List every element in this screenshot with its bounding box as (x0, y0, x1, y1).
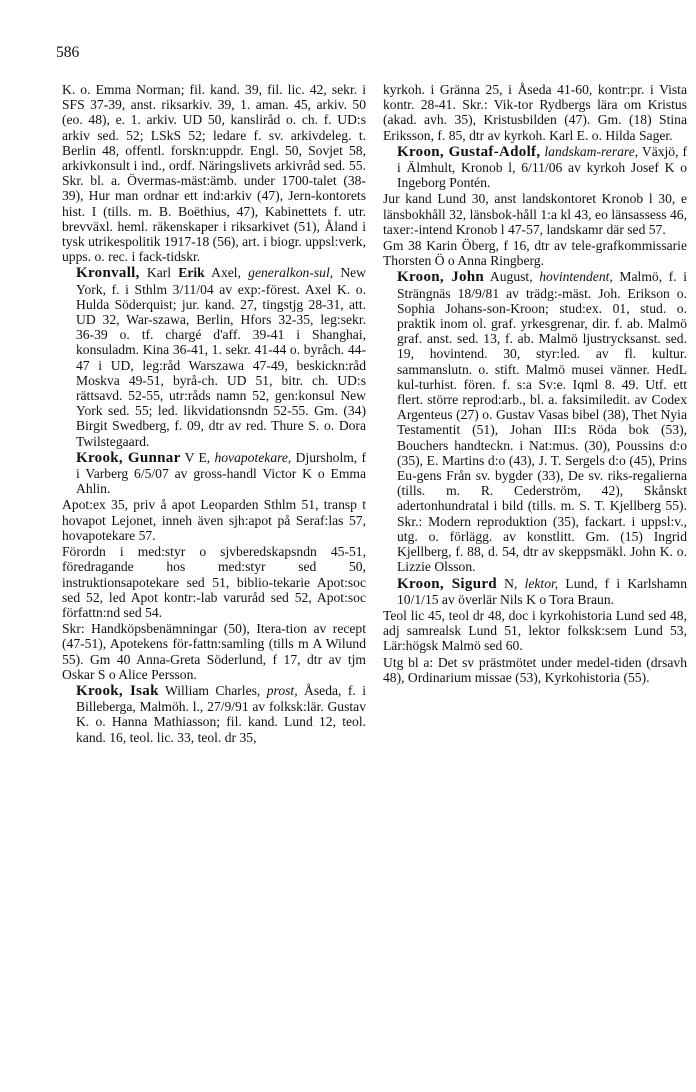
entry-given-name: N, (504, 575, 518, 591)
text-block (62, 497, 366, 543)
paragraph-text: Utg bl a: Det sv prästmötet under medel-tiden (drsavh 48), Ordinarium missae (53), Kyrkohistoria (55). (383, 654, 687, 685)
entry-title: hovintendent, (539, 269, 613, 285)
entry-given-name: William Charles, (164, 682, 261, 698)
paragraph-text: Skr: Handköpsbenämningar (50), Itera-tion av recept (47-51), Apotekens för-fattn:samling (tills m A Wilund 55). Gm 40 Anna-Greta Söderlund, f 17, dtr av tjm Oskar S o Alice Persson. (62, 621, 366, 682)
biography-entry (383, 269, 687, 574)
entry-text: Lund, f i Karlshamn 10/1/15 av överlär Nils K o Tora Braun. (397, 575, 688, 607)
entry-surname: Krook, Gunnar (76, 449, 181, 466)
text-block (62, 544, 366, 620)
text-block (383, 238, 687, 268)
entry-title: lektor, (524, 575, 559, 591)
entry-text: Växjö, f i Älmhult, Kronob l, 6/11/06 av kyrkoh Josef K o Ingeborg Pontén. (397, 143, 687, 191)
biography-entry (383, 576, 687, 607)
entry-given-name: V E, (184, 449, 211, 465)
entry-given-name-rest: Axel, (211, 265, 241, 281)
entry-title: hovapotekare, (214, 449, 292, 465)
biography-entry (62, 450, 366, 497)
entry-text: Malmö, f. i Strängnäs 18/9/81 av trädg:-mäst. Joh. Erikson o. Sophia Johans-son-Kroon; stud:ex. 01, stud. o. praktik inom ol. graf. yrkesgrenar, dir. f. ab. Malmö graf. anst. sed. 13, f. ab. Malmö ljustrycksanst. sed. 19, hovintend. 30, styr:led. av fl. kultur. sammanslutn. o. stift. Malmö musei vänner. HedL kul-turhist. fören. f. s:a Sv:e. Iqml 8. 49. Utf. ett flert. större reprod:arb., bl. a. faksimiledit. av Codex Argenteus (27) o. Gustav Vasas bibel (38), Thet Nyia Testamentit (51), Johan III:s Röda bok (53), Bouchers handteckn. i Nat:mus. (30), Poussins d:o (35), E. Martins d:o (43), J. T. Sergels d:o (45), Prins Eu-gens Från sv. bygder (33), De sv. riks-regalierna (tills. m. R. Cederström, 42), Skånskt adertonhundratal i bild (tills. m. S. T. Kjellberg 55). Skr.: Modern reproduktion (35), fackart. i uppsl:v., utg. o. förlägg. av konstlitt. Gm. (15) Ingrid Kjellberg, f. 88, d. 54, dtr av skeppsmäkl. John K. o. Lizzie Olsson. (397, 269, 687, 575)
paragraph-text: Jur kand Lund 30, anst landskontoret Kronob l 30, e länsbokhåll 32, länsbok-håll 1:a kl 43, eo länsassess 46, taxer:-intend Kronob l 47-57, landskamr där sed 57. (383, 191, 687, 237)
paragraph-text: Apot:ex 35, priv å apot Leoparden Sthlm 51, transp t hovapot Lejonet, inneh även sjh:apot på Seraf:las 57, hovapotekare 57. (62, 497, 366, 543)
biography-entry (383, 144, 687, 191)
entry-title: landskam-rerare, (544, 143, 639, 159)
entry-surname: Krook, Isak (76, 682, 159, 699)
entry-surname: Kroon, John (397, 269, 485, 286)
text-block (383, 608, 687, 654)
entry-text: Åseda, f. i Billeberga, Malmöh. l., 27/9/91 av folksk:lär. Gustav K. o. Hanna Mathiasson; fil. kand. Lund 12, teol. kand. 16, teol. lic. 33, teol. dr 35, (76, 682, 366, 745)
biography-entry (62, 683, 366, 745)
text-block (383, 655, 687, 685)
biography-entry (62, 265, 366, 448)
text-block (383, 191, 687, 237)
entry-given-name: August, (489, 269, 533, 285)
page-number: 586 (56, 44, 80, 61)
entry-given-name: Karl (146, 265, 172, 281)
paragraph-text: Teol lic 45, teol dr 48, doc i kyrkohistoria Lund sed 48, adj samrealsk Lund 51, lektor folksk:sem Lund 53, Lär:högsk Malmö sed 60. (383, 607, 687, 654)
entry-text: Djursholm, f i Varberg 6/5/07 av gross-handl Victor K o Emma Ahlin. (76, 449, 367, 497)
entry-text: New York, f. i Sthlm 3/11/04 av exp:-förest. Axel K. o. Hulda Söderquist; jur. kand. 27, tingstjg 28-31, att. UD 32, War-szawa, Berlin, Hfors 32-35, leg:sekr. 36-39 o. tf. chargé d'aff. 39-41 i Shanghai, konsuladm. Kina 36-41, 1. sekr. 41-44 o. byråch. 44-47 i UD, leg:råd Warszawa 47-49, beskickn:råd Moskva 49-51, byrå-ch. UD 51, bitr. ch. UD:s rättsavd. 52-55, utr:råds namn 52, gen:konsul New York sed. 55; led. likvidationsndn 52-55. Gm. (34) Birgit Swedberg, f. 09, dtr av red. Thure S. o. Dora Twilstegaard. (76, 265, 366, 449)
entry-surname: Kroon, Gustaf-Adolf, (397, 143, 541, 160)
text-block (62, 621, 366, 682)
text-block (62, 82, 366, 264)
entry-surname: Kroon, Sigurd (397, 575, 497, 592)
entry-title: generalkon-sul, (248, 265, 334, 281)
entry-surname: Kronvall, (76, 265, 140, 282)
left-column (62, 82, 366, 746)
right-column (383, 82, 687, 686)
paragraph-text: Förordn i med:styr o sjvberedskapsndn 45-51, föredragande hos med:styr sed 50, instruktionsapotekare sed 51, biblio-tekarie Apot:soc sed 52, led Apot kontr:-lab varuråd sed 52, Apot:soc författn:nd sed 54. (62, 544, 366, 620)
paragraph-text: K. o. Emma Norman; fil. kand. 39, fil. lic. 42, sekr. i SFS 37-39, anst. riksarkiv. 39, 1. aman. 45, arkiv. 50 (eo. 48), e. 1. arkiv. UD 50, kansliråd o. ch. f. UD:s arkiv sed. 52; LSkS 52; ledare f. sv. arkivdeleg. t. Berlin 48, offentl. forskn:uppdr. Engl. 50, Sovjet 58, arkivkonsult i ind., ordf. Näringslivets arkivråd sed. 55. Skr. bl. a. Övermas-mäst:ämb. under 1700-talet (38-39), Hur man ordnar ett ind:arkiv (47), Jern-kontorets hist. I (tills. m. B. Boëthius, 47), Kabinettets f. utr. brevväxl. heml. räkenskaper i riksarkivet (51), Åland i tysk utrikespolitik 1917-18 (56), art. i biogr. uppsl:verk, upps. o. rec. i fack-tidskr. (62, 82, 366, 265)
entry-title: prost, (266, 682, 298, 698)
text-block (383, 82, 687, 143)
entry-given-name-bold: Erik (178, 265, 205, 281)
paragraph-text: kyrkoh. i Gränna 25, i Åseda 41-60, kontr:pr. i Vista kontr. 28-41. Skr.: Vik-tor Rydbergs lära om Kristus (akad. avh. 35), Kristusbilden (47). Gm. (18) Stina Eriksson, f. 85, dtr av kyrkoh. Karl E. o. Hilda Sager. (383, 82, 687, 143)
paragraph-text: Gm 38 Karin Öberg, f 16, dtr av tele-grafkommissarie Thorsten Ö o Anna Ringberg. (383, 238, 687, 269)
